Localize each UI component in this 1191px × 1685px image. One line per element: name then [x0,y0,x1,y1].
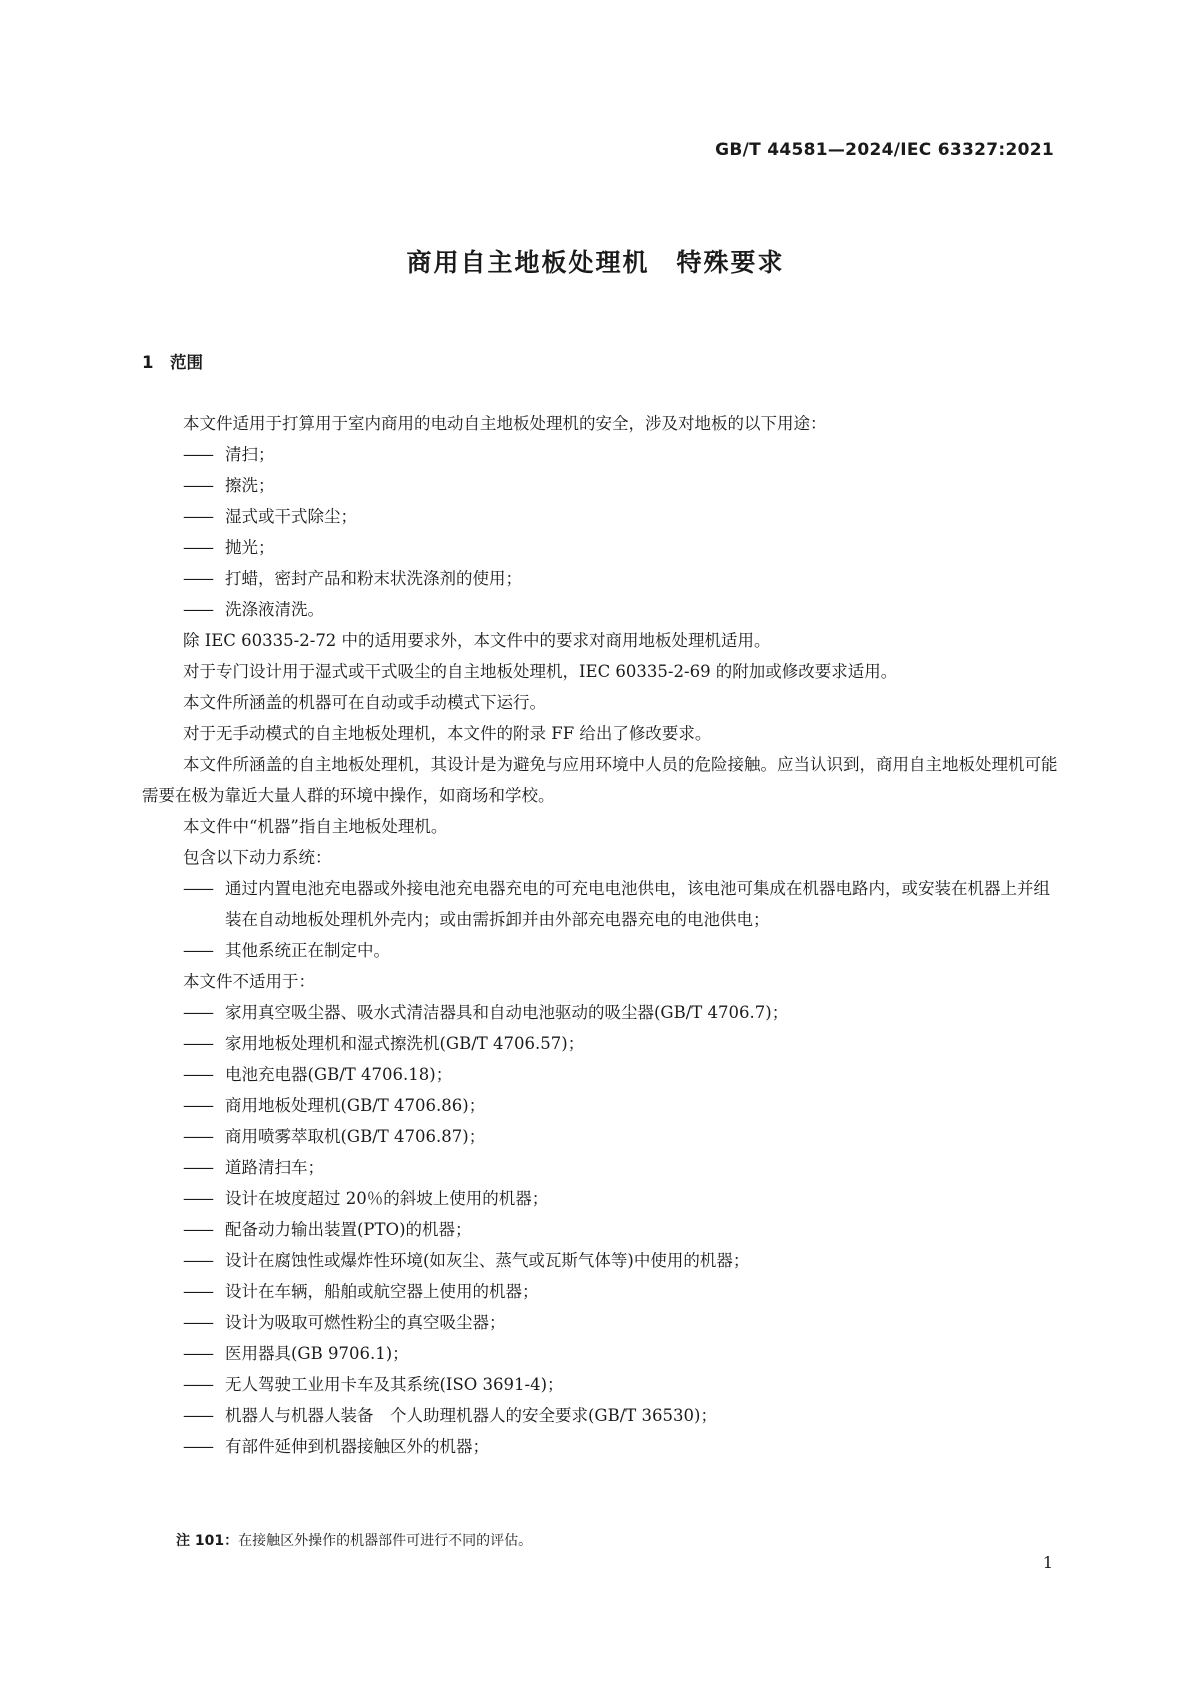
dash-mark: —— [183,1127,212,1146]
note-101 [176,1530,532,1550]
list-item-text: 道路清扫车； [225,1158,324,1177]
list-item-exclusion [142,997,1062,1028]
list-item-use [142,594,1062,625]
list-item-exclusion [142,1090,1062,1121]
dash-mark: —— [183,1096,212,1115]
list-item-exclusion [142,1028,1062,1059]
list-item-text: 家用地板处理机和湿式擦洗机(GB/T 4706.57)； [225,1034,585,1053]
dash-mark: —— [183,941,212,960]
list-item-text: 其他系统正在制定中。 [225,941,390,960]
list-item-text: 商用地板处理机(GB/T 4706.86)； [225,1096,486,1115]
dash-mark: —— [183,879,212,898]
list-item-text: 擦洗； [225,476,275,495]
list-item-text: 无人驾驶工业用卡车及其系统(ISO 3691-4)； [225,1375,564,1394]
dash-mark: —— [183,507,212,526]
dash-mark: —— [183,1375,212,1394]
paragraph-exclusions-intro: 本文件不适用于： [183,972,315,991]
dash-mark: —— [183,1065,212,1084]
dash-mark: —— [183,476,212,495]
list-item-text: 医用器具(GB 9706.1)； [225,1344,409,1363]
dash-mark: —— [183,1251,212,1270]
list-item-text: 设计为吸取可燃性粉尘的真空吸尘器； [225,1313,506,1332]
list-item-text: 清扫； [225,445,275,464]
dash-mark: —— [183,1003,212,1022]
dash-mark: —— [183,1406,212,1425]
list-item-text: 通过内置电池充电器或外接电池充电器充电的可充电电池供电，该电池可集成在机器电路内，或安装在机器上并组装在自动地板处理机外壳内；或由需拆卸并由外部充电器充电的电池供电； [225,879,1050,929]
list-item-exclusion [142,1369,1062,1400]
list-item-exclusion [142,1152,1062,1183]
dash-mark: —— [183,538,212,557]
page-number: 1 [1042,1553,1053,1572]
dash-mark: —— [183,445,212,464]
list-item-exclusion [142,1245,1062,1276]
dash-mark: —— [183,1313,212,1332]
scope-content [142,408,1062,1462]
list-item-power-system [142,873,1062,935]
document-title: 商用自主地板处理机 特殊要求 [406,248,785,277]
paragraph-modes: 本文件所涵盖的机器可在自动或手动模式下运行。 [183,693,546,712]
list-item-text: 打蜡，密封产品和粉末状洗涤剂的使用； [225,569,522,588]
list-item-text: 机器人与机器人装备 个人助理机器人的安全要求(GB/T 36530)； [225,1406,717,1425]
paragraph-iec-60335-2-69: 对于专门设计用于湿式或干式吸尘的自主地板处理机，IEC 60335-2-69 的附加或修改要求适用。 [183,662,898,681]
list-item-use [142,470,1062,501]
dash-mark: —— [183,1158,212,1177]
list-item-text: 配备动力输出装置(PTO)的机器； [225,1220,472,1239]
list-item-text: 湿式或干式除尘； [225,507,357,526]
list-item-exclusion [142,1183,1062,1214]
list-item-exclusion [142,1214,1062,1245]
list-item-exclusion [142,1431,1062,1462]
list-item-use [142,532,1062,563]
list-item-exclusion [142,1276,1062,1307]
list-item-text: 电池充电器(GB/T 4706.18)； [225,1065,453,1084]
section-heading-scope: 1 范围 [142,353,203,372]
list-item-exclusion [142,1121,1062,1152]
standard-number: GB/T 44581—2024/IEC 63327:2021 [715,140,1054,160]
dash-mark: —— [183,1034,212,1053]
list-item-exclusion [142,1400,1062,1431]
paragraph-iec-60335-2-72: 除 IEC 60335-2-72 中的适用要求外，本文件中的要求对商用地板处理机适用。 [183,631,771,650]
dash-mark: —— [183,1282,212,1301]
list-item-power-system [142,935,1062,966]
list-item-text: 家用真空吸尘器、吸水式清洁器具和自动电池驱动的吸尘器(GB/T 4706.7)； [225,1003,789,1022]
paragraph-intro: 本文件适用于打算用于室内商用的电动自主地板处理机的安全，涉及对地板的以下用途： [183,414,827,433]
list-item-exclusion [142,1307,1062,1338]
dash-mark: —— [183,1437,212,1456]
note-label: 注 101： [176,1533,239,1549]
paragraph-annex-ff: 对于无手动模式的自主地板处理机，本文件的附录 FF 给出了修改要求。 [183,724,712,743]
list-item-text: 商用喷雾萃取机(GB/T 4706.87)； [225,1127,486,1146]
dash-mark: —— [183,1189,212,1208]
list-item-use [142,501,1062,532]
list-item-exclusion [142,1059,1062,1090]
list-item-text: 洗涤液清洗。 [225,600,324,619]
list-item-text: 设计在腐蚀性或爆炸性环境(如灰尘、蒸气或瓦斯气体等)中使用的机器； [225,1251,750,1270]
list-item-exclusion [142,1338,1062,1369]
list-item-text: 设计在坡度超过 20％的斜坡上使用的机器； [225,1189,549,1208]
list-item-text: 有部件延伸到机器接触区外的机器； [225,1437,489,1456]
paragraph-power-systems-intro: 包含以下动力系统： [183,848,332,867]
list-item-use [142,563,1062,594]
list-item-text: 抛光； [225,538,275,557]
dash-mark: —— [183,1344,212,1363]
dash-mark: —— [183,1220,212,1239]
paragraph-machine-definition: 本文件中“机器”指自主地板处理机。 [183,817,448,836]
paragraph-design-intent: 本文件所涵盖的自主地板处理机，其设计是为避免与应用环境中人员的危险接触。应当认识到，商用自主地板处理机可能需要在极为靠近大量人群的环境中操作，如商场和学校。 [142,755,1058,805]
list-item-use [142,439,1062,470]
list-item-text: 设计在车辆，船舶或航空器上使用的机器； [225,1282,539,1301]
dash-mark: —— [183,569,212,588]
dash-mark: —— [183,600,212,619]
note-text: 在接触区外操作的机器部件可进行不同的评估。 [238,1533,533,1549]
